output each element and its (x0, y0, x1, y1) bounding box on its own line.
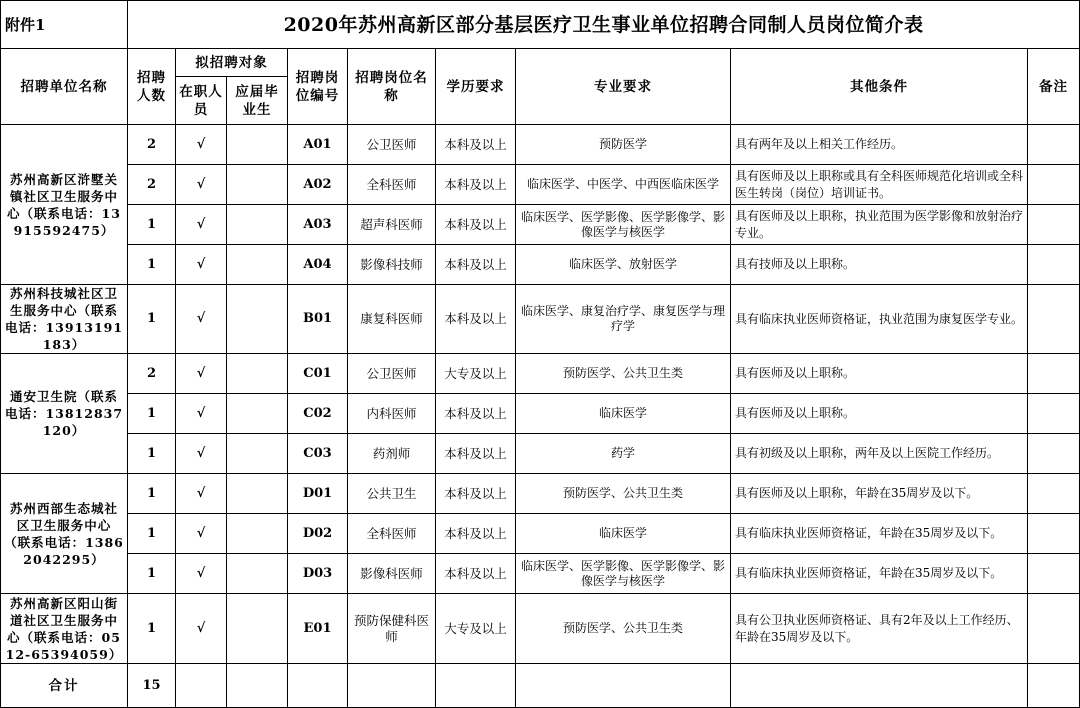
remark (1028, 205, 1080, 245)
table-title: 2020年苏州高新区部分基层医疗卫生事业单位招聘合同制人员岗位简介表 (128, 1, 1080, 49)
other-conditions: 具有两年及以上相关工作经历。 (731, 125, 1028, 165)
table-row (1, 245, 1080, 285)
table-row (1, 474, 1080, 514)
total-count: 15 (128, 664, 176, 708)
graduate-check (227, 205, 288, 245)
graduate-check (227, 245, 288, 285)
table-row (1, 594, 1080, 664)
position-code: D02 (288, 514, 348, 554)
position-code: A04 (288, 245, 348, 285)
position-count: 2 (128, 354, 176, 394)
position-code: E01 (288, 594, 348, 664)
graduate-check (227, 554, 288, 594)
position-code: D01 (288, 474, 348, 514)
employed-check: √ (176, 285, 227, 354)
employed-check: √ (176, 594, 227, 664)
education-requirement: 本科及以上 (436, 394, 516, 434)
remark (1028, 245, 1080, 285)
header-graduate: 应届毕业生 (227, 77, 288, 125)
graduate-check (227, 434, 288, 474)
education-requirement: 本科及以上 (436, 554, 516, 594)
other-conditions: 具有临床执业医师资格证，执业范围为康复医学专业。 (731, 285, 1028, 354)
position-code: D03 (288, 554, 348, 594)
header-other: 其他条件 (731, 49, 1028, 125)
header-position-name: 招聘岗位名称 (348, 49, 436, 125)
header-count: 招聘人数 (128, 49, 176, 125)
position-code: A01 (288, 125, 348, 165)
header-target-group: 拟招聘对象 (176, 49, 288, 77)
header-row-1 (1, 49, 1080, 77)
header-education: 学历要求 (436, 49, 516, 125)
total-empty-cell (516, 664, 731, 708)
other-conditions: 具有医师及以上职称或具有全科医师规范化培训或全科医生转岗（岗位）培训证书。 (731, 165, 1028, 205)
total-empty-cell (348, 664, 436, 708)
position-count: 1 (128, 554, 176, 594)
graduate-check (227, 354, 288, 394)
remark (1028, 285, 1080, 354)
position-count: 1 (128, 285, 176, 354)
position-code: B01 (288, 285, 348, 354)
unit-name: 通安卫生院（联系电话：13812837120） (1, 354, 128, 474)
position-name: 内科医师 (348, 394, 436, 434)
other-conditions: 具有公卫执业医师资格证、具有2年及以上工作经历、年龄在35周岁及以下。 (731, 594, 1028, 664)
table-row (1, 434, 1080, 474)
major-requirement: 预防医学 (516, 125, 731, 165)
other-conditions: 具有医师及以上职称，年龄在35周岁及以下。 (731, 474, 1028, 514)
total-label: 合计 (1, 664, 128, 708)
education-requirement: 大专及以上 (436, 594, 516, 664)
other-conditions: 具有技师及以上职称。 (731, 245, 1028, 285)
position-count: 2 (128, 125, 176, 165)
total-empty-cell (731, 664, 1028, 708)
title-row (1, 1, 1080, 49)
education-requirement: 本科及以上 (436, 205, 516, 245)
position-name: 药剂师 (348, 434, 436, 474)
attachment-label: 附件1 (1, 1, 128, 49)
employed-check: √ (176, 354, 227, 394)
header-position-code: 招聘岗位编号 (288, 49, 348, 125)
employed-check: √ (176, 554, 227, 594)
major-requirement: 临床医学 (516, 514, 731, 554)
total-row (1, 664, 1080, 708)
graduate-check (227, 514, 288, 554)
unit-name: 苏州科技城社区卫生服务中心（联系电话：13913191183） (1, 285, 128, 354)
education-requirement: 本科及以上 (436, 245, 516, 285)
major-requirement: 临床医学、中医学、中西医临床医学 (516, 165, 731, 205)
position-name: 公卫医师 (348, 354, 436, 394)
table-row (1, 554, 1080, 594)
graduate-check (227, 285, 288, 354)
education-requirement: 本科及以上 (436, 165, 516, 205)
major-requirement: 临床医学、放射医学 (516, 245, 731, 285)
employed-check: √ (176, 165, 227, 205)
remark (1028, 394, 1080, 434)
remark (1028, 125, 1080, 165)
position-name: 全科医师 (348, 514, 436, 554)
position-code: A03 (288, 205, 348, 245)
position-count: 1 (128, 594, 176, 664)
major-requirement: 临床医学 (516, 394, 731, 434)
header-employed: 在职人员 (176, 77, 227, 125)
position-code: C01 (288, 354, 348, 394)
position-count: 1 (128, 205, 176, 245)
table-row (1, 125, 1080, 165)
position-code: C02 (288, 394, 348, 434)
position-count: 1 (128, 394, 176, 434)
position-name: 超声科医师 (348, 205, 436, 245)
education-requirement: 大专及以上 (436, 354, 516, 394)
major-requirement: 临床医学、医学影像、医学影像学、影像医学与核医学 (516, 554, 731, 594)
position-name: 影像科技师 (348, 245, 436, 285)
employed-check: √ (176, 245, 227, 285)
position-name: 全科医师 (348, 165, 436, 205)
education-requirement: 本科及以上 (436, 514, 516, 554)
remark (1028, 165, 1080, 205)
major-requirement: 药学 (516, 434, 731, 474)
table-row (1, 514, 1080, 554)
position-count: 1 (128, 245, 176, 285)
position-code: C03 (288, 434, 348, 474)
education-requirement: 本科及以上 (436, 474, 516, 514)
other-conditions: 具有临床执业医师资格证，年龄在35周岁及以下。 (731, 554, 1028, 594)
header-remark: 备注 (1028, 49, 1080, 125)
position-count: 1 (128, 514, 176, 554)
other-conditions: 具有医师及以上职称。 (731, 394, 1028, 434)
position-name: 预防保健科医师 (348, 594, 436, 664)
position-count: 1 (128, 434, 176, 474)
remark (1028, 354, 1080, 394)
total-empty-cell (176, 664, 227, 708)
other-conditions: 具有初级及以上职称，两年及以上医院工作经历。 (731, 434, 1028, 474)
total-empty-cell (288, 664, 348, 708)
table-row (1, 205, 1080, 245)
remark (1028, 594, 1080, 664)
graduate-check (227, 474, 288, 514)
employed-check: √ (176, 434, 227, 474)
other-conditions: 具有医师及以上职称。 (731, 354, 1028, 394)
employed-check: √ (176, 205, 227, 245)
remark (1028, 554, 1080, 594)
total-empty-cell (227, 664, 288, 708)
remark (1028, 514, 1080, 554)
major-requirement: 临床医学、医学影像、医学影像学、影像医学与核医学 (516, 205, 731, 245)
position-count: 1 (128, 474, 176, 514)
graduate-check (227, 165, 288, 205)
table-row (1, 165, 1080, 205)
unit-name: 苏州西部生态城社区卫生服务中心（联系电话：13862042295） (1, 474, 128, 594)
other-conditions: 具有临床执业医师资格证，年龄在35周岁及以下。 (731, 514, 1028, 554)
table-row (1, 354, 1080, 394)
major-requirement: 预防医学、公共卫生类 (516, 474, 731, 514)
education-requirement: 本科及以上 (436, 434, 516, 474)
graduate-check (227, 594, 288, 664)
major-requirement: 预防医学、公共卫生类 (516, 354, 731, 394)
position-count: 2 (128, 165, 176, 205)
major-requirement: 临床医学、康复治疗学、康复医学与理疗学 (516, 285, 731, 354)
position-name: 公共卫生 (348, 474, 436, 514)
position-name: 影像科医师 (348, 554, 436, 594)
table-row (1, 285, 1080, 354)
unit-name: 苏州高新区阳山街道社区卫生服务中心（联系电话：0512-65394059） (1, 594, 128, 664)
employed-check: √ (176, 474, 227, 514)
remark (1028, 474, 1080, 514)
unit-name: 苏州高新区浒墅关镇社区卫生服务中心（联系电话：13915592475） (1, 125, 128, 285)
education-requirement: 本科及以上 (436, 125, 516, 165)
total-empty-cell (1028, 664, 1080, 708)
education-requirement: 本科及以上 (436, 285, 516, 354)
position-name: 公卫医师 (348, 125, 436, 165)
major-requirement: 预防医学、公共卫生类 (516, 594, 731, 664)
header-unit: 招聘单位名称 (1, 49, 128, 125)
remark (1028, 434, 1080, 474)
employed-check: √ (176, 394, 227, 434)
position-code: A02 (288, 165, 348, 205)
header-major: 专业要求 (516, 49, 731, 125)
graduate-check (227, 394, 288, 434)
employed-check: √ (176, 125, 227, 165)
employed-check: √ (176, 514, 227, 554)
other-conditions: 具有医师及以上职称，执业范围为医学影像和放射治疗专业。 (731, 205, 1028, 245)
table-row (1, 394, 1080, 434)
total-empty-cell (436, 664, 516, 708)
graduate-check (227, 125, 288, 165)
position-name: 康复科医师 (348, 285, 436, 354)
